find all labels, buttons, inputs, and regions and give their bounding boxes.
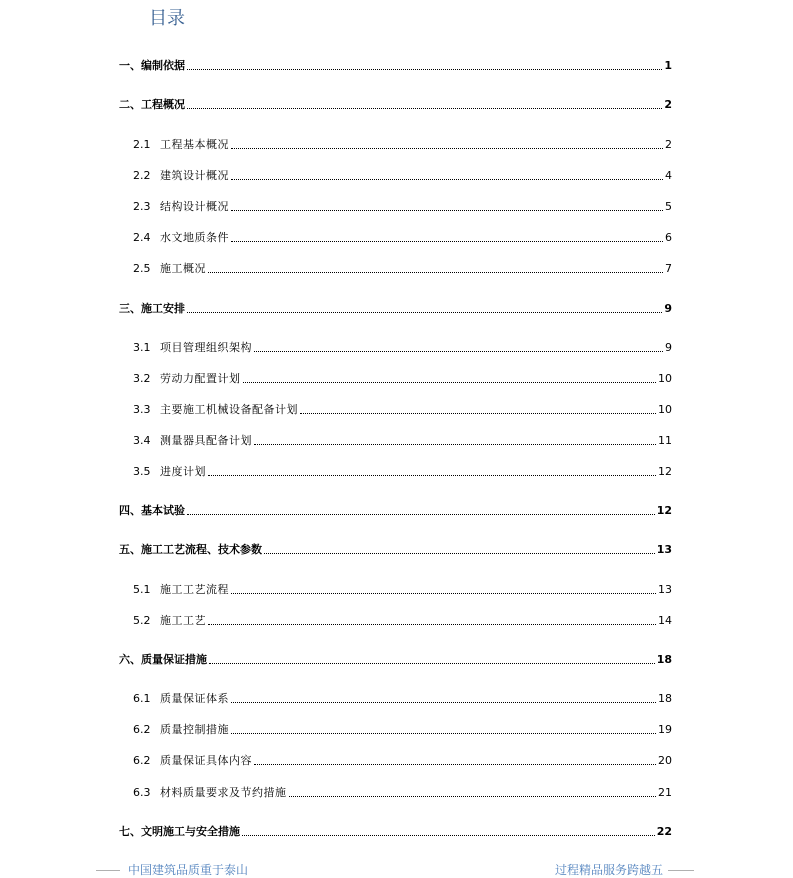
toc-entry-number: 3.1 [133,341,151,354]
toc-entry[interactable] [0,260,793,278]
toc-entry-number: 2.5 [133,262,151,275]
toc-entry-page: 7 [665,262,672,275]
toc-entry-text: 材料质量要求及节约措施 [160,786,287,799]
toc-entry-number: 6.3 [133,786,151,799]
toc-entry-text: 项目管理组织架构 [160,341,252,354]
footer-rule-right [668,870,694,871]
toc-entry[interactable] [0,651,793,669]
toc-entry-text: 测量器具配备计划 [160,434,252,447]
toc-entry[interactable] [0,612,793,630]
toc-entry-text: 质量保证体系 [160,692,229,705]
toc-entry[interactable] [0,96,793,114]
toc-entry-text: 建筑设计概况 [160,169,229,182]
toc-dot-leader [254,351,663,352]
toc-entry-number: 6.2 [133,754,151,767]
toc-entry-page: 12 [656,504,672,517]
toc-entry[interactable] [0,721,793,739]
toc-entry-number: 2.3 [133,200,151,213]
toc-entry[interactable] [0,401,793,419]
toc-entry[interactable] [0,136,793,154]
toc-entry-text: 质量控制措施 [160,723,229,736]
toc-entry-number: 2.4 [133,231,151,244]
toc-entry[interactable] [0,581,793,599]
toc-entry[interactable] [0,823,793,841]
toc-entry-text: 施工概况 [160,262,206,275]
toc-entry-text: 六、质量保证措施 [119,653,207,666]
toc-entry-text: 二、工程概况 [119,98,185,111]
toc-entry-number: 2.2 [133,169,151,182]
toc-entry[interactable] [0,57,793,75]
toc-entry-text: 七、文明施工与安全措施 [119,825,240,838]
toc-dot-leader [231,593,656,594]
toc-entry-page: 1 [664,59,672,72]
toc-entry-page: 2 [665,138,672,151]
toc-entry[interactable] [0,167,793,185]
toc-entry-text: 进度计划 [160,465,206,478]
toc-entry-text: 三、施工安排 [119,302,185,315]
toc-dot-leader [231,148,663,149]
toc-entry-number: 3.3 [133,403,151,416]
toc-entry-page: 18 [656,653,672,666]
toc-entry-text: 工程基本概况 [160,138,229,151]
toc-entry-text: 主要施工机械设备配备计划 [160,403,298,416]
toc-entry-page: 9 [665,341,672,354]
toc-entry-text: 质量保证具体内容 [160,754,252,767]
footer-right-slogan: 过程精品服务跨越五 [554,863,663,877]
toc-entry[interactable] [0,300,793,318]
toc-entry-text: 一、编制依据 [119,59,185,72]
toc-entry[interactable] [0,339,793,357]
toc-dot-leader [231,210,663,211]
toc-entry[interactable] [0,463,793,481]
toc-entry-page: 21 [658,786,672,799]
toc-entry[interactable] [0,229,793,247]
toc-entry[interactable] [0,541,793,559]
toc-entry-text: 劳动力配置计划 [160,372,241,385]
toc-dot-leader [231,702,656,703]
toc-entry-number: 3.5 [133,465,151,478]
toc-dot-leader [300,413,656,414]
toc-entry-page: 19 [658,723,672,736]
toc-dot-leader [208,272,663,273]
toc-entry-page: 13 [658,583,672,596]
toc-entry-page: 5 [665,200,672,213]
toc-entry-page: 12 [658,465,672,478]
toc-entry-text: 五、施工工艺流程、技术参数 [119,543,262,556]
toc-dot-leader [208,624,656,625]
footer-left-slogan: 中国建筑品质重于泰山 [128,863,249,877]
toc-entry-text: 结构设计概况 [160,200,229,213]
toc-entry-text: 施工工艺 [160,614,206,627]
toc-dot-leader [187,108,662,109]
toc-entry-number: 5.2 [133,614,151,627]
toc-dot-leader [231,179,663,180]
toc-dot-leader [208,475,656,476]
toc-entry-text: 四、基本试验 [119,504,185,517]
toc-entry-number: 6.1 [133,692,151,705]
toc-entry[interactable] [0,690,793,708]
toc-dot-leader [187,312,662,313]
toc-dot-leader [231,733,656,734]
toc-dot-leader [289,796,656,797]
toc-entry[interactable] [0,370,793,388]
toc-entry-page: 13 [656,543,672,556]
toc-dot-leader [243,382,656,383]
toc-entry-text: 水文地质条件 [160,231,229,244]
toc-entry-number: 5.1 [133,583,151,596]
toc-entry-page: 20 [658,754,672,767]
toc-entry-number: 2.1 [133,138,151,151]
toc-entry-page: 2 [664,98,672,111]
toc-entry-page: 14 [658,614,672,627]
toc-dot-leader [254,444,656,445]
toc-entry-page: 10 [658,372,672,385]
toc-entry[interactable] [0,432,793,450]
toc-entry-page: 18 [658,692,672,705]
toc-dot-leader [187,69,662,70]
toc-entry[interactable] [0,752,793,770]
toc-entry-page: 9 [664,302,672,315]
toc-entry-page: 6 [665,231,672,244]
toc-entry-page: 22 [656,825,672,838]
toc-dot-leader [242,835,655,836]
toc-dot-leader [264,553,655,554]
toc-entry-page: 11 [658,434,672,447]
toc-entry[interactable] [0,198,793,216]
toc-entry[interactable] [0,784,793,802]
toc-title: 目录 [149,8,185,29]
toc-entry-page: 4 [665,169,672,182]
footer-rule-left [96,870,120,871]
toc-dot-leader [254,764,656,765]
toc-entry-number: 3.4 [133,434,151,447]
toc-entry-number: 6.2 [133,723,151,736]
toc-dot-leader [231,241,663,242]
toc-entry[interactable] [0,502,793,520]
toc-dot-leader [187,514,655,515]
toc-dot-leader [209,663,655,664]
toc-entry-text: 施工工艺流程 [160,583,229,596]
toc-entry-number: 3.2 [133,372,151,385]
toc-entry-page: 10 [658,403,672,416]
